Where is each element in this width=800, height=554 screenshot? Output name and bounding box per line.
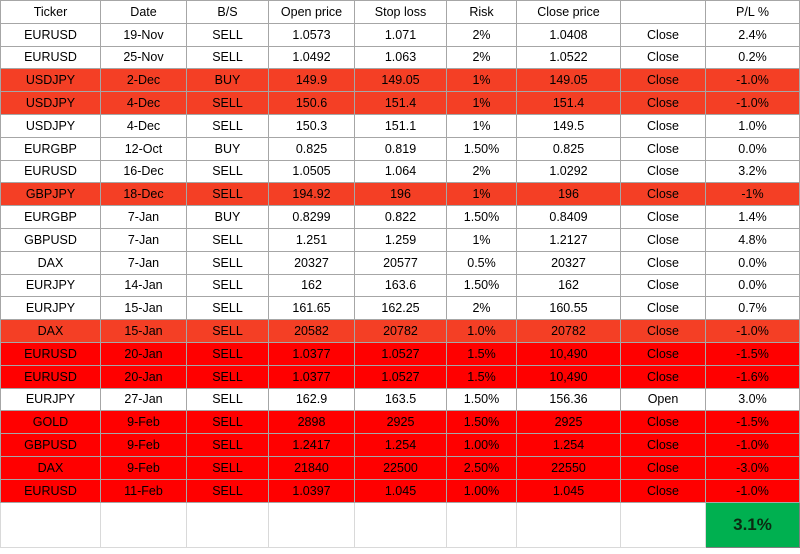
cell-status[interactable]: Close <box>621 69 706 92</box>
cell-pl-percent[interactable]: 0.0% <box>706 137 800 160</box>
cell-stop-loss[interactable]: 1.064 <box>355 160 447 183</box>
cell-ticker[interactable]: EURJPY <box>1 388 101 411</box>
cell-open-price[interactable]: 0.8299 <box>269 206 355 229</box>
cell-status[interactable]: Close <box>621 206 706 229</box>
cell-date[interactable]: 18-Dec <box>101 183 187 206</box>
cell-risk[interactable]: 1% <box>447 69 517 92</box>
cell-open-price[interactable]: 1.0397 <box>269 479 355 502</box>
cell-close-price[interactable]: 1.0408 <box>517 23 621 46</box>
cell-buy-sell[interactable]: SELL <box>187 365 269 388</box>
cell-open-price[interactable]: 1.0377 <box>269 342 355 365</box>
cell-stop-loss[interactable]: 1.259 <box>355 228 447 251</box>
cell-open-price[interactable]: 1.0573 <box>269 23 355 46</box>
cell-close-price[interactable]: 20782 <box>517 320 621 343</box>
cell-close-price[interactable]: 1.2127 <box>517 228 621 251</box>
cell-buy-sell[interactable]: SELL <box>187 92 269 115</box>
cell-pl-percent[interactable]: 0.0% <box>706 251 800 274</box>
cell-pl-percent[interactable]: 0.7% <box>706 297 800 320</box>
header-row <box>1 1 800 24</box>
cell-close-price[interactable]: 2925 <box>517 411 621 434</box>
cell-buy-sell[interactable]: SELL <box>187 297 269 320</box>
cell-risk[interactable]: 1.0% <box>447 320 517 343</box>
cell-ticker[interactable]: USDJPY <box>1 114 101 137</box>
cell-pl-percent[interactable]: 0.0% <box>706 274 800 297</box>
cell-ticker[interactable]: EURUSD <box>1 365 101 388</box>
header-stop-loss[interactable]: Stop loss <box>355 1 447 24</box>
cell-status[interactable]: Close <box>621 228 706 251</box>
cell-buy-sell[interactable]: SELL <box>187 388 269 411</box>
cell-close-price[interactable]: 156.36 <box>517 388 621 411</box>
cell-pl-percent[interactable]: 3.0% <box>706 388 800 411</box>
cell-date[interactable]: 16-Dec <box>101 160 187 183</box>
cell-date[interactable]: 9-Feb <box>101 434 187 457</box>
cell-date[interactable]: 9-Feb <box>101 456 187 479</box>
cell-status[interactable]: Close <box>621 320 706 343</box>
cell-risk[interactable]: 1.50% <box>447 137 517 160</box>
cell-risk[interactable]: 1.5% <box>447 342 517 365</box>
table-row <box>1 206 800 229</box>
cell-buy-sell[interactable]: SELL <box>187 411 269 434</box>
cell-open-price[interactable]: 150.6 <box>269 92 355 115</box>
cell-close-price[interactable]: 22550 <box>517 456 621 479</box>
cell-stop-loss[interactable]: 0.822 <box>355 206 447 229</box>
cell-buy-sell[interactable]: SELL <box>187 274 269 297</box>
cell-stop-loss[interactable]: 1.071 <box>355 23 447 46</box>
cell-ticker[interactable]: DAX <box>1 320 101 343</box>
cell-buy-sell[interactable]: SELL <box>187 183 269 206</box>
cell-ticker[interactable]: EURUSD <box>1 479 101 502</box>
cell-pl-percent[interactable]: -1.6% <box>706 365 800 388</box>
cell-open-price[interactable]: 194.92 <box>269 183 355 206</box>
cell-ticker[interactable]: EURUSD <box>1 342 101 365</box>
header-ticker[interactable]: Ticker <box>1 1 101 24</box>
cell-pl-percent[interactable]: 0.2% <box>706 46 800 69</box>
cell-stop-loss[interactable]: 163.5 <box>355 388 447 411</box>
cell-status[interactable]: Close <box>621 137 706 160</box>
cell-close-price[interactable]: 162 <box>517 274 621 297</box>
cell-buy-sell[interactable]: SELL <box>187 251 269 274</box>
cell-status[interactable]: Open <box>621 388 706 411</box>
table-row <box>1 160 800 183</box>
cell-risk[interactable]: 1% <box>447 183 517 206</box>
cell-pl-percent[interactable]: 1.4% <box>706 206 800 229</box>
cell-stop-loss[interactable]: 2925 <box>355 411 447 434</box>
cell-pl-percent[interactable]: 3.2% <box>706 160 800 183</box>
cell-status[interactable]: Close <box>621 274 706 297</box>
table-row <box>1 114 800 137</box>
cell-open-price[interactable]: 162.9 <box>269 388 355 411</box>
table-row <box>1 411 800 434</box>
cell-stop-loss[interactable]: 196 <box>355 183 447 206</box>
header-status[interactable] <box>621 1 706 24</box>
table-row <box>1 388 800 411</box>
cell-buy-sell[interactable]: SELL <box>187 160 269 183</box>
cell-pl-percent[interactable]: -1.0% <box>706 92 800 115</box>
cell-close-price[interactable]: 10,490 <box>517 342 621 365</box>
cell-date[interactable]: 11-Feb <box>101 479 187 502</box>
cell-open-price[interactable]: 1.0505 <box>269 160 355 183</box>
cell-date[interactable]: 4-Dec <box>101 114 187 137</box>
cell-ticker[interactable]: USDJPY <box>1 92 101 115</box>
cell-ticker[interactable]: EURUSD <box>1 23 101 46</box>
cell-date[interactable]: 4-Dec <box>101 92 187 115</box>
cell-risk[interactable]: 1.50% <box>447 411 517 434</box>
cell-stop-loss[interactable]: 1.0527 <box>355 342 447 365</box>
cell-pl-percent[interactable]: 1.0% <box>706 114 800 137</box>
cell-pl-percent[interactable]: 4.8% <box>706 228 800 251</box>
cell-open-price[interactable]: 149.9 <box>269 69 355 92</box>
cell-close-price[interactable]: 0.8409 <box>517 206 621 229</box>
cell-risk[interactable]: 0.5% <box>447 251 517 274</box>
cell-date[interactable]: 15-Jan <box>101 297 187 320</box>
cell-close-price[interactable]: 151.4 <box>517 92 621 115</box>
cell-status[interactable]: Close <box>621 251 706 274</box>
cell-date[interactable]: 2-Dec <box>101 69 187 92</box>
header-date[interactable]: Date <box>101 1 187 24</box>
cell-buy-sell[interactable]: BUY <box>187 69 269 92</box>
cell-open-price[interactable]: 1.0492 <box>269 46 355 69</box>
cell-pl-percent[interactable]: -1.0% <box>706 320 800 343</box>
cell-status[interactable]: Close <box>621 365 706 388</box>
cell-risk[interactable]: 1% <box>447 114 517 137</box>
cell-ticker[interactable]: GBPUSD <box>1 228 101 251</box>
cell-date[interactable]: 20-Jan <box>101 342 187 365</box>
cell-status[interactable]: Close <box>621 411 706 434</box>
cell-stop-loss[interactable]: 20577 <box>355 251 447 274</box>
cell-date[interactable]: 7-Jan <box>101 206 187 229</box>
cell-close-price[interactable]: 196 <box>517 183 621 206</box>
cell-close-price[interactable]: 20327 <box>517 251 621 274</box>
cell-stop-loss[interactable]: 1.0527 <box>355 365 447 388</box>
trades-body <box>1 23 800 502</box>
table-row <box>1 297 800 320</box>
cell-close-price[interactable]: 149.5 <box>517 114 621 137</box>
cell-ticker[interactable]: USDJPY <box>1 69 101 92</box>
cell-ticker[interactable]: EURGBP <box>1 137 101 160</box>
header-open-price[interactable]: Open price <box>269 1 355 24</box>
cell-date[interactable]: 25-Nov <box>101 46 187 69</box>
cell-ticker[interactable]: EURJPY <box>1 274 101 297</box>
cell-date[interactable]: 15-Jan <box>101 320 187 343</box>
cell-date[interactable]: 14-Jan <box>101 274 187 297</box>
cell-buy-sell[interactable]: SELL <box>187 320 269 343</box>
table-row <box>1 479 800 502</box>
cell-stop-loss[interactable]: 20782 <box>355 320 447 343</box>
cell-pl-percent[interactable]: -1% <box>706 183 800 206</box>
footer-cell[interactable] <box>447 502 517 547</box>
cell-status[interactable]: Close <box>621 434 706 457</box>
cell-close-price[interactable]: 1.0522 <box>517 46 621 69</box>
cell-stop-loss[interactable]: 0.819 <box>355 137 447 160</box>
cell-open-price[interactable]: 162 <box>269 274 355 297</box>
cell-risk[interactable]: 2% <box>447 297 517 320</box>
total-pl-cell[interactable]: 3.1% <box>706 502 800 547</box>
cell-ticker[interactable]: GBPUSD <box>1 434 101 457</box>
cell-date[interactable]: 27-Jan <box>101 388 187 411</box>
cell-close-price[interactable]: 1.0292 <box>517 160 621 183</box>
table-row <box>1 342 800 365</box>
cell-ticker[interactable]: DAX <box>1 456 101 479</box>
footer-cell[interactable] <box>101 502 187 547</box>
cell-date[interactable]: 12-Oct <box>101 137 187 160</box>
cell-risk[interactable]: 2% <box>447 160 517 183</box>
cell-status[interactable]: Close <box>621 46 706 69</box>
cell-pl-percent[interactable]: -1.0% <box>706 434 800 457</box>
cell-close-price[interactable]: 10,490 <box>517 365 621 388</box>
table-row <box>1 365 800 388</box>
cell-open-price[interactable]: 0.825 <box>269 137 355 160</box>
cell-status[interactable]: Close <box>621 92 706 115</box>
cell-open-price[interactable]: 20327 <box>269 251 355 274</box>
table-row <box>1 69 800 92</box>
cell-stop-loss[interactable]: 149.05 <box>355 69 447 92</box>
cell-open-price[interactable]: 1.2417 <box>269 434 355 457</box>
cell-date[interactable]: 19-Nov <box>101 23 187 46</box>
cell-pl-percent[interactable]: 2.4% <box>706 23 800 46</box>
cell-ticker[interactable]: EURUSD <box>1 160 101 183</box>
header-pl-percent[interactable]: P/L % <box>706 1 800 24</box>
cell-close-price[interactable]: 0.825 <box>517 137 621 160</box>
cell-stop-loss[interactable]: 151.4 <box>355 92 447 115</box>
cell-date[interactable]: 7-Jan <box>101 251 187 274</box>
cell-close-price[interactable]: 1.045 <box>517 479 621 502</box>
cell-open-price[interactable]: 1.251 <box>269 228 355 251</box>
table-row <box>1 251 800 274</box>
cell-pl-percent[interactable]: -1.0% <box>706 69 800 92</box>
cell-stop-loss[interactable]: 1.045 <box>355 479 447 502</box>
header-risk[interactable]: Risk <box>447 1 517 24</box>
cell-close-price[interactable]: 160.55 <box>517 297 621 320</box>
cell-ticker[interactable]: DAX <box>1 251 101 274</box>
cell-open-price[interactable]: 150.3 <box>269 114 355 137</box>
table-row <box>1 183 800 206</box>
footer-cell[interactable] <box>187 502 269 547</box>
cell-status[interactable]: Close <box>621 114 706 137</box>
cell-stop-loss[interactable]: 22500 <box>355 456 447 479</box>
cell-risk[interactable]: 1% <box>447 228 517 251</box>
table-row <box>1 92 800 115</box>
cell-buy-sell[interactable]: SELL <box>187 342 269 365</box>
cell-risk[interactable]: 1.5% <box>447 365 517 388</box>
cell-open-price[interactable]: 20582 <box>269 320 355 343</box>
cell-status[interactable]: Close <box>621 479 706 502</box>
cell-stop-loss[interactable]: 1.063 <box>355 46 447 69</box>
cell-pl-percent[interactable]: -3.0% <box>706 456 800 479</box>
cell-status[interactable]: Close <box>621 183 706 206</box>
cell-date[interactable]: 7-Jan <box>101 228 187 251</box>
cell-risk[interactable]: 1% <box>447 92 517 115</box>
cell-ticker[interactable]: EURGBP <box>1 206 101 229</box>
footer-cell[interactable] <box>269 502 355 547</box>
cell-buy-sell[interactable]: SELL <box>187 479 269 502</box>
footer-cell[interactable] <box>621 502 706 547</box>
cell-open-price[interactable]: 2898 <box>269 411 355 434</box>
cell-close-price[interactable]: 149.05 <box>517 69 621 92</box>
cell-risk[interactable]: 2% <box>447 23 517 46</box>
cell-buy-sell[interactable]: SELL <box>187 456 269 479</box>
cell-risk[interactable]: 1.00% <box>447 434 517 457</box>
table-row <box>1 434 800 457</box>
table-row <box>1 320 800 343</box>
cell-close-price[interactable]: 1.254 <box>517 434 621 457</box>
table-row <box>1 228 800 251</box>
cell-buy-sell[interactable]: BUY <box>187 137 269 160</box>
header-buy-sell[interactable]: B/S <box>187 1 269 24</box>
cell-stop-loss[interactable]: 151.1 <box>355 114 447 137</box>
cell-risk[interactable]: 1.50% <box>447 388 517 411</box>
cell-status[interactable]: Close <box>621 23 706 46</box>
cell-buy-sell[interactable]: SELL <box>187 434 269 457</box>
footer-cell[interactable] <box>1 502 101 547</box>
cell-buy-sell[interactable]: SELL <box>187 228 269 251</box>
table-row <box>1 274 800 297</box>
cell-open-price[interactable]: 161.65 <box>269 297 355 320</box>
cell-ticker[interactable]: EURUSD <box>1 46 101 69</box>
cell-stop-loss[interactable]: 162.25 <box>355 297 447 320</box>
cell-open-price[interactable]: 21840 <box>269 456 355 479</box>
footer-cell[interactable] <box>355 502 447 547</box>
table-row <box>1 46 800 69</box>
cell-buy-sell[interactable]: SELL <box>187 23 269 46</box>
table-row <box>1 23 800 46</box>
cell-stop-loss[interactable]: 163.6 <box>355 274 447 297</box>
cell-risk[interactable]: 1.50% <box>447 274 517 297</box>
cell-pl-percent[interactable]: -1.5% <box>706 342 800 365</box>
header-close-price[interactable]: Close price <box>517 1 621 24</box>
cell-ticker[interactable]: EURJPY <box>1 297 101 320</box>
table-row <box>1 456 800 479</box>
footer-row <box>1 502 800 547</box>
cell-risk[interactable]: 2.50% <box>447 456 517 479</box>
footer-cell[interactable] <box>517 502 621 547</box>
cell-pl-percent[interactable]: -1.0% <box>706 479 800 502</box>
cell-buy-sell[interactable]: BUY <box>187 206 269 229</box>
cell-pl-percent[interactable]: -1.5% <box>706 411 800 434</box>
cell-stop-loss[interactable]: 1.254 <box>355 434 447 457</box>
cell-status[interactable]: Close <box>621 160 706 183</box>
cell-risk[interactable]: 2% <box>447 46 517 69</box>
cell-risk[interactable]: 1.00% <box>447 479 517 502</box>
cell-status[interactable]: Close <box>621 456 706 479</box>
cell-buy-sell[interactable]: SELL <box>187 114 269 137</box>
cell-status[interactable]: Close <box>621 297 706 320</box>
cell-date[interactable]: 20-Jan <box>101 365 187 388</box>
cell-date[interactable]: 9-Feb <box>101 411 187 434</box>
cell-ticker[interactable]: GBPJPY <box>1 183 101 206</box>
cell-ticker[interactable]: GOLD <box>1 411 101 434</box>
cell-buy-sell[interactable]: SELL <box>187 46 269 69</box>
cell-open-price[interactable]: 1.0377 <box>269 365 355 388</box>
cell-status[interactable]: Close <box>621 342 706 365</box>
table-row <box>1 137 800 160</box>
cell-risk[interactable]: 1.50% <box>447 206 517 229</box>
